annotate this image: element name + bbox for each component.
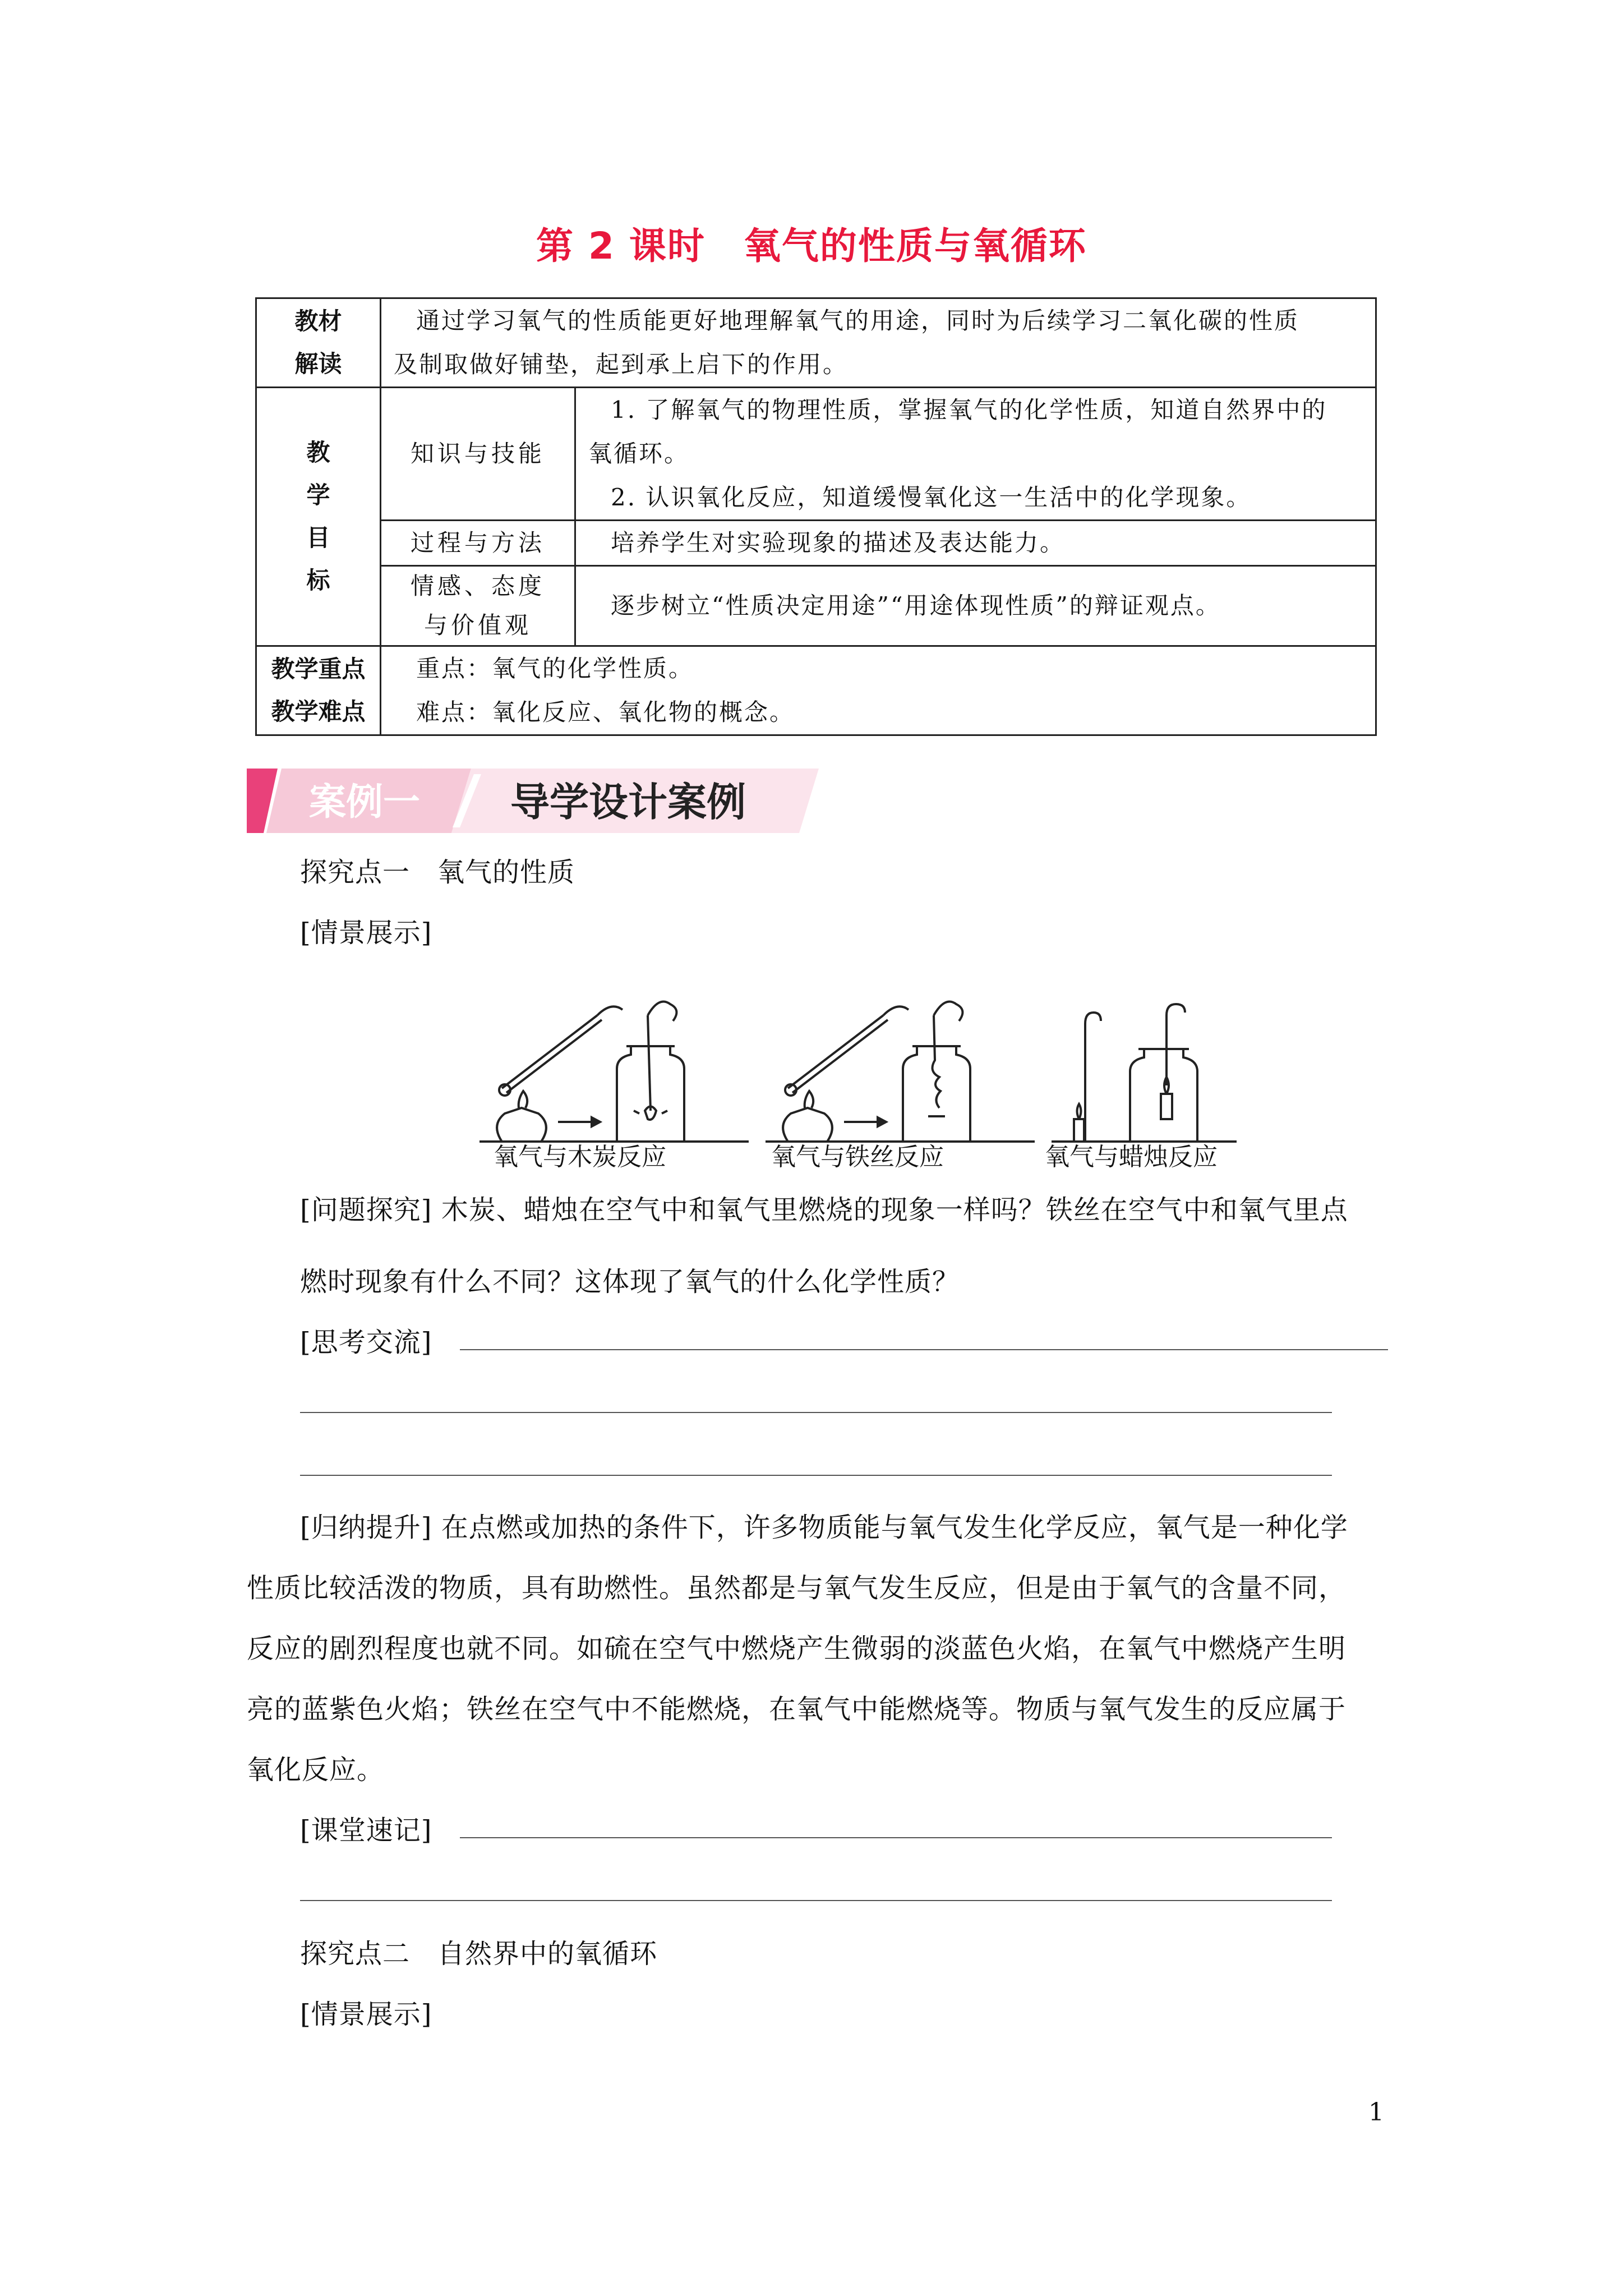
knowledge-text [575,388,1376,521]
reading-line-1: 通过学习氧气的性质能更好地理解氧气的用途，同时为后续学习二氧化碳的性质 [416,307,1300,334]
figure-charcoal [479,993,749,1161]
question-line-1: [问题探究] 木炭、蜡烛在空气中和氧气里燃烧的现象一样吗？铁丝在空气中和氧气里点 [300,1194,1348,1226]
section2-scene: [情景展示] [300,1999,432,2030]
key-text: 重点：氧气的化学性质。 [416,655,694,682]
difficult-header: 教学难点 [271,698,366,725]
notes-line[interactable] [300,1900,1332,1901]
emotion-label: 情感、态度 与价值观 [381,566,575,646]
key-header: 教学重点 [271,655,366,683]
knowledge-line-1: 1. 了解氧气的物理性质，掌握氧气的化学性质，知道自然界中的 [611,396,1327,424]
knowledge-line-3: 2. 认识氧化反应，知道缓慢氧化这一生活中的化学现象。 [611,484,1252,511]
banner-right-label: 导学设计案例 [510,779,746,825]
figure-iron-wire [766,993,1035,1161]
reading-line-2: 及制取做好铺垫，起到承上启下的作用。 [394,351,849,378]
section1-heading: 探究点一 氧气的性质 [300,857,575,888]
section1-scene: [情景展示] [300,917,432,949]
banner-left-label: 案例一 [309,780,420,823]
reading-header: 教材 解读 [256,298,381,388]
caption-iron-wire: 氧气与铁丝反应 [771,1143,944,1171]
summary-line-3: 反应的剧烈程度也就不同。如硫在空气中燃烧产生微弱的淡蓝色火焰，在氧气中燃烧产生明 [247,1633,1347,1664]
answer-line[interactable] [300,1475,1332,1476]
caption-candle: 氧气与蜡烛反应 [1045,1143,1218,1171]
summary-line-1: [归纳提升] 在点燃或加热的条件下，许多物质能与氧气发生化学反应，氧气是一种化学 [300,1512,1348,1543]
key-difficult-text [381,646,1376,735]
figure-candle [1052,993,1321,1161]
summary-line-2: 性质比较活泼的物质，具有助燃性。虽然都是与氧气发生反应，但是由于氧气的含量不同， [247,1572,1347,1604]
knowledge-label: 知识与技能 [381,388,575,521]
caption-charcoal: 氧气与木炭反应 [494,1143,666,1171]
reading-text [381,298,1376,388]
summary-line-4: 亮的蓝紫色火焰；铁丝在空气中不能燃烧，在氧气中能燃烧等。物质与氧气发生的反应属于 [247,1694,1347,1725]
emotion-text: 逐步树立“性质决定用途”“用途体现性质”的辩证观点。 [575,566,1376,646]
think-label: [思考交流] [300,1327,432,1358]
process-text: 培养学生对实验现象的描述及表达能力。 [575,521,1376,566]
notes-label: [课堂速记] [300,1815,432,1846]
answer-line[interactable] [460,1349,1388,1350]
goal-header: 教 学 目 标 [256,388,381,646]
knowledge-line-2: 氧循环。 [588,440,690,467]
key-difficult-header [256,646,381,735]
section-banner [247,769,819,833]
process-label: 过程与方法 [381,521,575,566]
answer-line[interactable] [300,1412,1332,1413]
notes-line[interactable] [460,1837,1332,1838]
page-number: 1 [1368,2098,1384,2127]
difficult-text: 难点：氧化反应、氧化物的概念。 [416,698,795,726]
objectives-table [255,297,1377,736]
summary-line-5: 氧化反应。 [247,1754,385,1786]
section2-heading: 探究点二 自然界中的氧循环 [300,1938,658,1970]
question-line-2: 燃时现象有什么不同？这体现了氧气的什么化学性质？ [300,1266,960,1297]
page-title: 第 2 课时 氧气的性质与氧循环 [536,224,1087,268]
